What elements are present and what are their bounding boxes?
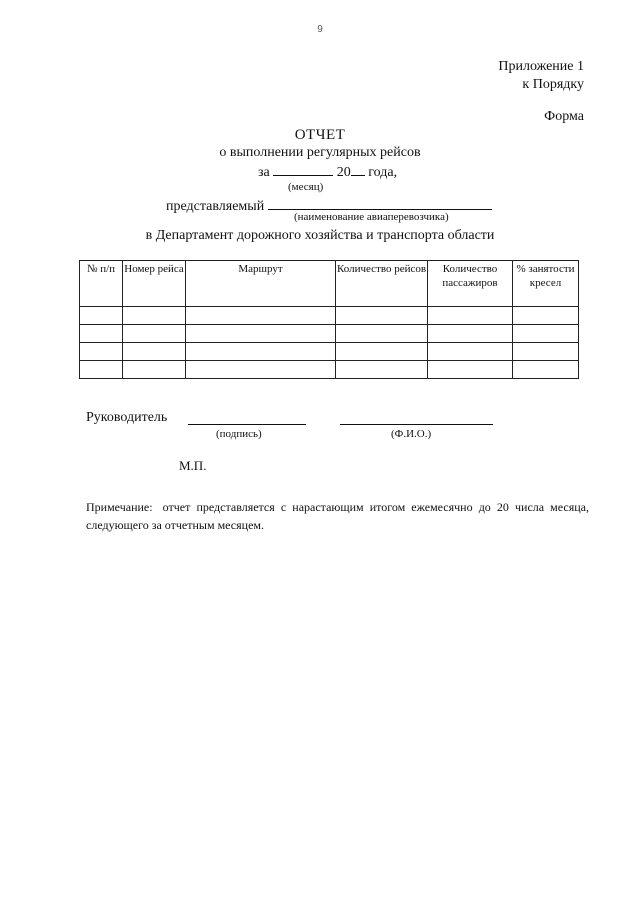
- table-row: [80, 325, 579, 343]
- report-title: ОТЧЕТ: [294, 127, 346, 143]
- appendix-line-1: Приложение 1: [498, 59, 584, 74]
- report-table: [79, 260, 579, 379]
- header-passenger-count: Количество пассажиров: [428, 261, 513, 307]
- period-prefix: за: [258, 165, 270, 180]
- table-cell[interactable]: [513, 361, 579, 379]
- carrier-caption: (наименование авиаперевозчика): [294, 211, 449, 223]
- table-cell[interactable]: [123, 325, 186, 343]
- header-flight-number: Номер рейса: [123, 261, 186, 307]
- table-cell[interactable]: [428, 343, 513, 361]
- page-number: 9: [317, 24, 323, 35]
- header-seat-occupancy: % занятости кресел: [513, 261, 579, 307]
- table-cell[interactable]: [513, 307, 579, 325]
- table-row: [80, 307, 579, 325]
- table-cell[interactable]: [428, 307, 513, 325]
- appendix-reference: [498, 58, 584, 94]
- header-flight-count: Количество рейсов: [336, 261, 428, 307]
- table-cell[interactable]: [186, 307, 336, 325]
- table-cell[interactable]: [336, 343, 428, 361]
- carrier-label: представляемый: [166, 199, 265, 214]
- appendix-line-2: к Порядку: [522, 77, 584, 92]
- table-cell[interactable]: [513, 343, 579, 361]
- note: [86, 498, 589, 534]
- table-cell[interactable]: [80, 343, 123, 361]
- header-number: № п/п: [80, 261, 123, 307]
- year-prefix: 20: [336, 165, 351, 180]
- stamp-placeholder: М.П.: [179, 458, 207, 473]
- table-cell[interactable]: [80, 307, 123, 325]
- table-cell[interactable]: [186, 325, 336, 343]
- table-cell[interactable]: [123, 343, 186, 361]
- table-cell[interactable]: [123, 307, 186, 325]
- signature-blank[interactable]: [188, 424, 306, 425]
- table-cell[interactable]: [513, 325, 579, 343]
- month-caption: (месяц): [288, 181, 324, 193]
- table-row: [80, 361, 579, 379]
- table-cell[interactable]: [428, 325, 513, 343]
- note-text: отчет представляется с нарастающим итогом ежемесячно до 20 числа месяца, следующего за отчетным месяцем.: [86, 500, 589, 532]
- table-cell[interactable]: [80, 325, 123, 343]
- header-route: Маршрут: [186, 261, 336, 307]
- table-cell[interactable]: [428, 361, 513, 379]
- signature-label: Руководитель: [86, 410, 168, 425]
- table-cell[interactable]: [80, 361, 123, 379]
- report-subtitle: о выполнении регулярных рейсов: [219, 145, 421, 160]
- full-name-caption: (Ф.И.О.): [391, 428, 432, 440]
- table-row: [80, 343, 579, 361]
- form-label: Форма: [544, 109, 584, 124]
- carrier-blank[interactable]: [268, 197, 492, 210]
- table-cell[interactable]: [336, 307, 428, 325]
- department-line: в Департамент дорожного хозяйства и транспорта области: [145, 228, 495, 243]
- year-suffix: года,: [368, 165, 398, 180]
- note-label: Примечание:: [86, 500, 153, 514]
- month-blank[interactable]: [273, 163, 333, 176]
- full-name-blank[interactable]: [340, 424, 493, 425]
- table-cell[interactable]: [336, 361, 428, 379]
- table-cell[interactable]: [123, 361, 186, 379]
- table-cell[interactable]: [186, 343, 336, 361]
- year-blank[interactable]: [351, 163, 365, 176]
- table-header-row: [80, 261, 579, 307]
- period-line: [258, 163, 397, 181]
- table-cell[interactable]: [186, 361, 336, 379]
- table-cell[interactable]: [336, 325, 428, 343]
- signature-caption: (подпись): [216, 428, 262, 440]
